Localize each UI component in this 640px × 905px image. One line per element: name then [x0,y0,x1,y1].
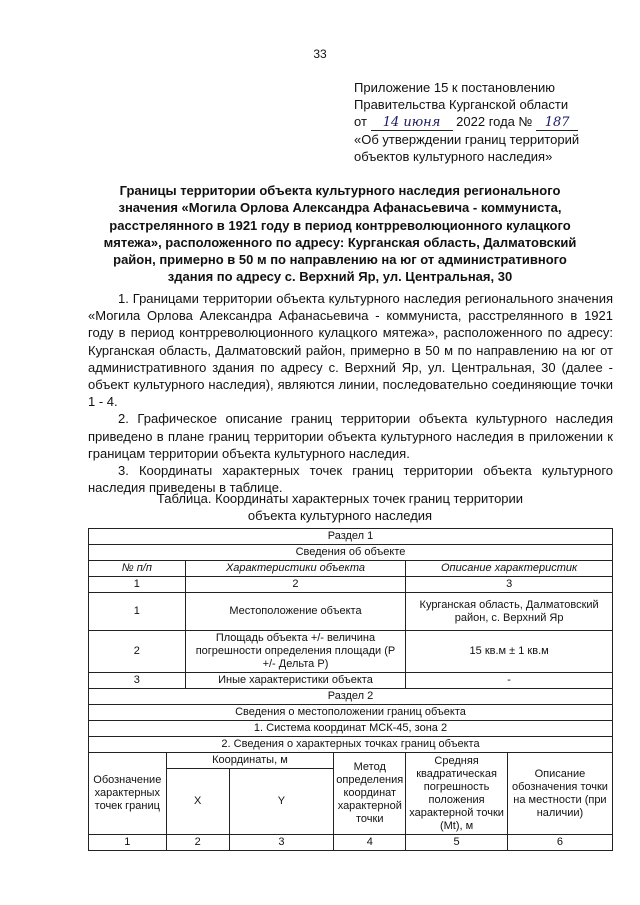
table-row [89,737,613,753]
handwritten-date: 14 июня [371,116,453,131]
paragraph-1: 1. Границами территории объекта культурного наследия регионального значения «Могила Орлова Александра Афанасьевича - коммуниста, расстрелянного в 1921 году в период контрреволюционного кулацкого мятежа», расположенного по адресу: Курганская область, Далматовский район, примерно в 50 м по направлению на юг от административного здания по адресу с. Верхний Яр, ул. Центральная, 30 (далее - объект культурного наследия), являются линии, последовательно соединяющие точки 1 - 4. [88,291,613,410]
caption-line-2: объекта культурного наследия [247,508,433,523]
table-cell: 1 [89,577,186,593]
appendix-line-5: объектов культурного наследия» [354,149,553,164]
coordinates-table [88,528,613,851]
header-x: X [166,769,229,835]
table-cell: 3 [229,835,334,851]
table-row [89,631,613,673]
table-cell: - [406,673,613,689]
table-row [89,545,613,561]
coordinate-system: 1. Система координат МСК-45, зона 2 [89,721,613,737]
paragraph-2: 2. Графическое описание границ территории объекта культурного наследия приведено в плане границ территории объекта культурного наследия в приложении к границам территории объекта культурного наследия. [88,411,613,461]
table-row [89,705,613,721]
table-row [89,561,613,577]
appendix-from: от [354,114,367,129]
header-y: Y [229,769,334,835]
title-line: значения «Могила Орлова Александра Афанасьевича - коммуниста, [118,200,562,216]
document-title [100,182,580,286]
paragraph-3: 3. Координаты характерных точек границ территории объекта культурного наследия приведены в таблице. [88,463,613,496]
table-row [89,577,613,593]
table-row [89,689,613,705]
table-cell: 4 [334,835,406,851]
col-header-num: № п/п [89,561,186,577]
table-cell: Площадь объекта +/- величина погрешности определения площади (Р +/- Дельта Р) [185,631,406,673]
section-1-heading: Раздел 1 [89,529,613,545]
appendix-header [354,79,579,165]
table-cell: 6 [507,835,612,851]
header-accuracy: Средняя квадратическая погрешность положения характерной точки (Mt), м [406,753,508,835]
table-cell: 2 [185,577,406,593]
handwritten-number: 187 [536,116,578,131]
table-row [89,673,613,689]
title-line: Границы территории объекта культурного наследия регионального [119,183,561,198]
table-row [89,593,613,631]
table-row [89,529,613,545]
table-cell: Курганская область, Далматовский район, с. Верхний Яр [406,593,613,631]
title-line: здания по адресу с. Верхний Яр, ул. Центральная, 30 [167,269,513,285]
appendix-year: 2022 года [456,114,515,129]
table-cell: Иные характеристики объекта [185,673,406,689]
appendix-date-line [354,113,579,131]
number-sign: № [518,114,533,129]
appendix-line-1: Приложение 15 к постановлению [354,80,556,95]
points-info-heading: 2. Сведения о характерных точках границ объекта [89,737,613,753]
table-caption [100,490,580,524]
table-cell: 1 [89,835,167,851]
appendix-line-4: «Об утверждении границ территорий [354,132,580,147]
location-info-heading: Сведения о местоположении границ объекта [89,705,613,721]
title-line: мятежа», расположенного по адресу: Курганская область, Далматовский [103,234,577,250]
title-line: район, примерно в 50 м по направлению на юг от административного [113,252,567,268]
table-row [89,835,613,851]
caption-line-1: Таблица. Координаты характерных точек границ территории [156,491,524,506]
object-info-heading: Сведения об объекте [89,545,613,561]
table-cell: 3 [89,673,186,689]
col-header-description: Описание характеристик [406,561,613,577]
header-coordinates: Координаты, м [166,753,334,769]
table-cell: 15 кв.м ± 1 кв.м [406,631,613,673]
table-cell: Местоположение объекта [185,593,406,631]
appendix-line-2: Правительства Курганской области [354,97,569,112]
header-method: Метод определения координат характерной точки [334,753,406,835]
table-row [89,753,613,769]
table-cell: 5 [406,835,508,851]
col-header-characteristics: Характеристики объекта [185,561,406,577]
table-cell: 3 [406,577,613,593]
table-cell: 2 [166,835,229,851]
header-designation: Обозначение характерных точек границ [89,753,167,835]
section-2-heading: Раздел 2 [89,689,613,705]
header-point-description: Описание обозначения точки на местности (при наличии) [507,753,612,835]
page-number: 33 [313,47,327,61]
table-cell: 1 [89,593,186,631]
title-line: расстрелянного в 1921 году в период контрреволюционного кулацкого [109,217,571,233]
body-text [88,290,613,496]
table-row [89,721,613,737]
table-cell: 2 [89,631,186,673]
